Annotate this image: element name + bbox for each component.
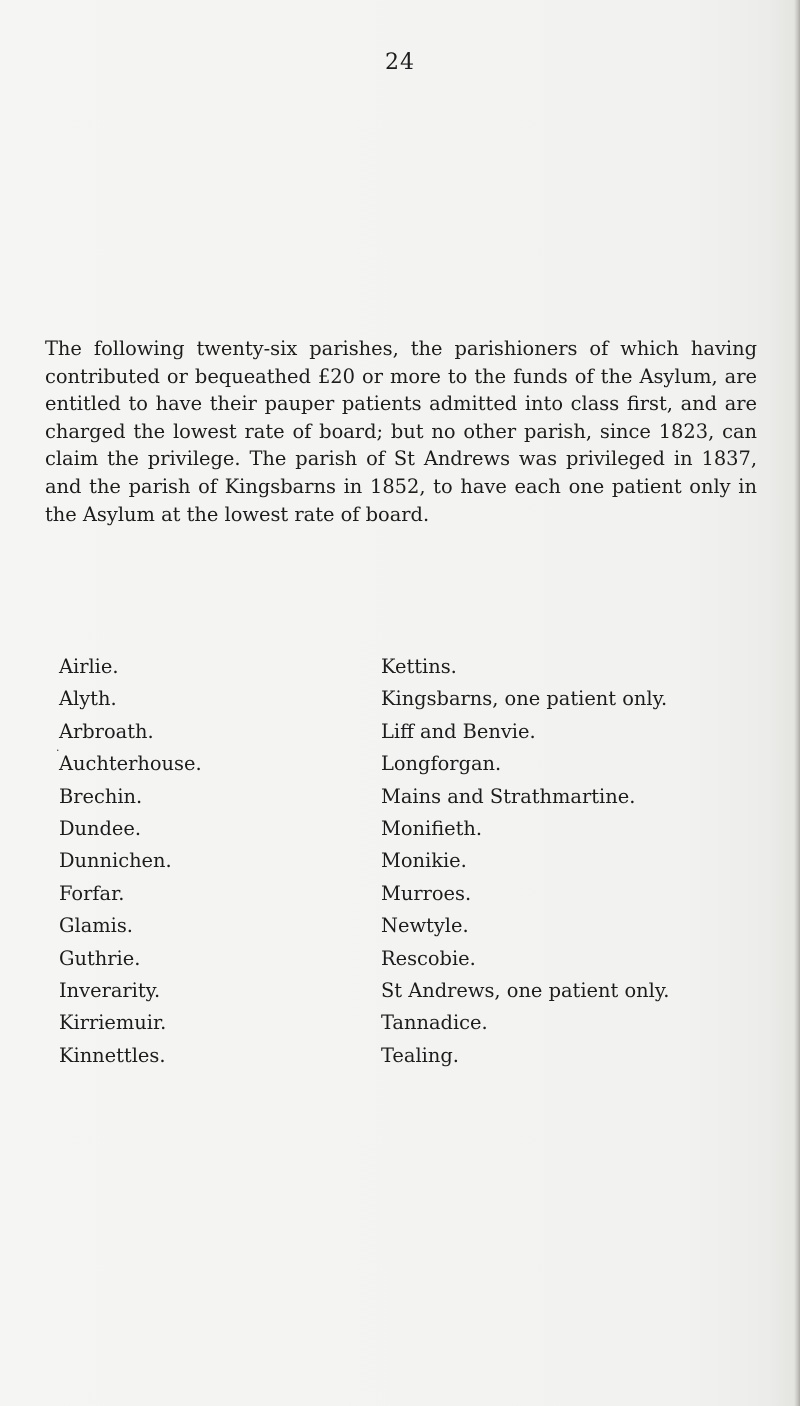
- list-item: Airlie.: [59, 655, 119, 678]
- list-item: Kinnettles.: [59, 1043, 166, 1067]
- list-item: Tealing.: [381, 1043, 459, 1067]
- list-item: Rescobie.: [381, 946, 476, 970]
- list-item: Dunnichen.: [59, 849, 172, 873]
- list-item: Newtyle.: [381, 914, 469, 938]
- list-item: Alyth.: [59, 687, 117, 711]
- list-item: Kingsbarns, one patient only.: [381, 687, 668, 711]
- list-item: Glamis.: [59, 914, 133, 938]
- list-item: Monikie.: [381, 849, 467, 873]
- list-item: Forfar.: [59, 881, 125, 905]
- list-item: St Andrews, one patient only.: [381, 978, 670, 1002]
- list-item: Longforgan.: [381, 752, 502, 776]
- list-item: Liff and Benvie.: [381, 719, 536, 743]
- list-item: Auchterhouse.: [59, 752, 202, 776]
- intro-paragraph: The following twenty-six parishes, the parishioners of which having contributed or bequeathed £20 or more to the funds of the Asylum, are entitled to have their pauper patients admitted into class first, and are charged the lowest rate of board; but no other parish, since 1823, can claim the privilege. The parish of St Andrews was privileged in 1837, and the parish of Kingsbarns in 1852, to have each one patient only in the Asylum at the lowest rate of board.: [45, 337, 757, 526]
- list-item: Tannadice.: [381, 1011, 488, 1035]
- ink-speck: ·: [56, 744, 60, 757]
- list-item: Murroes.: [381, 881, 472, 905]
- list-item: Kirriemuir.: [59, 1011, 167, 1035]
- list-item: Mains and Strathmartine.: [381, 784, 636, 808]
- list-item: Dundee.: [59, 816, 142, 840]
- page-number: 24: [385, 50, 415, 75]
- list-item: Monifieth.: [381, 816, 483, 840]
- parish-list-left: [59, 651, 202, 1072]
- page-edge-shadow: [794, 0, 800, 1406]
- list-item: Inverarity.: [59, 978, 161, 1002]
- list-item: Kettins.: [381, 655, 457, 678]
- list-item: Arbroath.: [59, 719, 154, 743]
- list-item: Brechin.: [59, 784, 143, 808]
- parish-list-right: [381, 651, 669, 1072]
- list-item: Guthrie.: [59, 946, 141, 970]
